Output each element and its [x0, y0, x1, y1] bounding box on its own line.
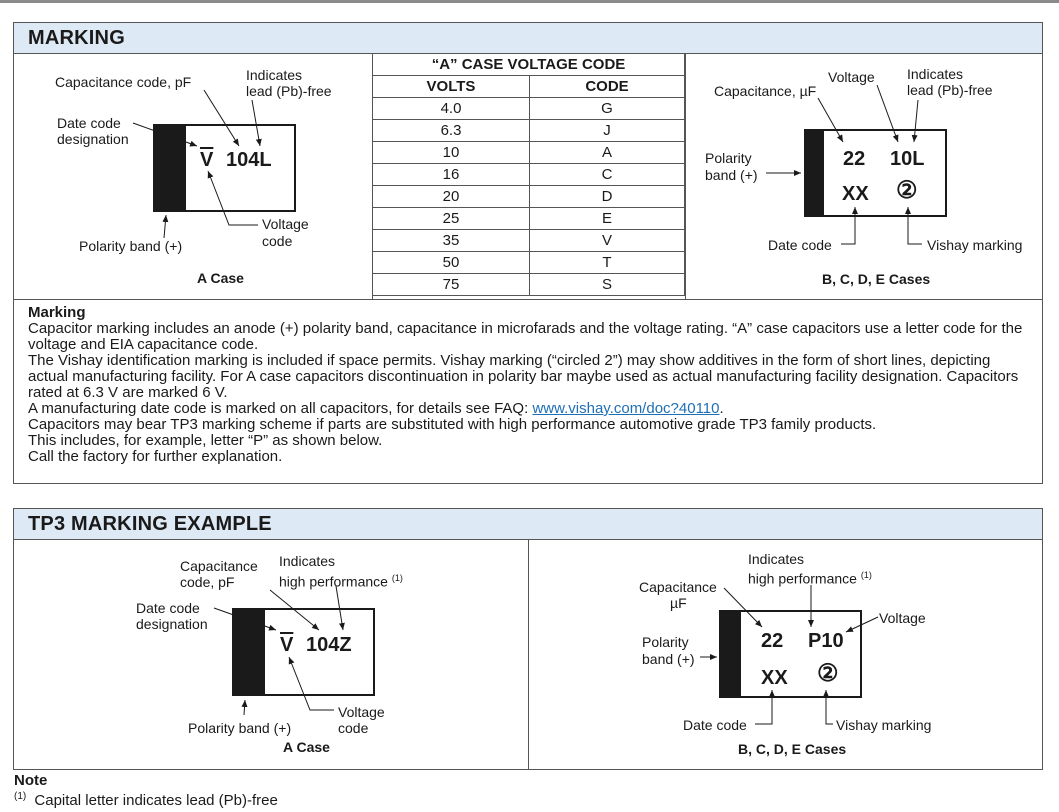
tp3-date-code-2: designation — [136, 616, 208, 632]
volts-cell: 20 — [373, 186, 530, 208]
marking-notes-p3-suffix: . — [719, 400, 724, 417]
code-cell: V — [530, 230, 685, 252]
bcde-date-code-label: Date code — [768, 237, 832, 253]
tp3-polarity-label: Polarity band (+) — [188, 720, 292, 736]
note-text: Capital letter indicates lead (Pb)-free — [34, 792, 278, 809]
voltage-table-title: “A” CASE VOLTAGE CODE — [373, 54, 685, 76]
tp3-voltage-code-1: Voltage — [338, 704, 385, 720]
tp3-bcde-date-code-label: Date code — [683, 717, 747, 733]
voltage-code-label-2: code — [262, 233, 293, 249]
tp3-high-perf-1: Indicates — [279, 553, 336, 569]
code-cell: S — [530, 274, 685, 296]
marking-notes-p3-text: A manufacturing date code is marked on all capacitors, for details see FAQ: — [28, 400, 533, 417]
volts-cell: 6.3 — [373, 120, 530, 142]
volts-cell: 35 — [373, 230, 530, 252]
volts-cell: 50 — [373, 252, 530, 274]
bcde-polarity-2: band (+) — [705, 167, 758, 183]
code-cell: C — [530, 164, 685, 186]
polarity-band-label: Polarity band (+) — [79, 238, 183, 254]
tp3-high-perf-2-text: high performance — [279, 573, 388, 590]
code-cell: T — [530, 252, 685, 274]
tp3-bcde-cap-1: Capacitance — [639, 579, 717, 595]
tp3-bcde-caption: B, C, D, E Cases — [738, 741, 847, 757]
tp3-a-case-caption: A Case — [283, 739, 330, 755]
note-heading: Note — [14, 772, 48, 789]
code-cell: E — [530, 208, 685, 230]
bcde-vishay-marking-label: Vishay marking — [927, 237, 1023, 253]
volts-cell: 10 — [373, 142, 530, 164]
tp3-cap-code-2: code, pF — [180, 574, 235, 590]
marking-notes-heading: Marking — [28, 304, 86, 321]
tp3-bcde-cap-2: µF — [670, 595, 687, 611]
bcde-cap-label: Capacitance, µF — [714, 83, 817, 99]
a-case-caption: A Case — [197, 270, 244, 286]
lead-free-label-2: lead (Pb)-free — [246, 83, 332, 99]
code-cell: D — [530, 186, 685, 208]
tp3-bcde-high-perf-2-text: high performance — [748, 570, 857, 587]
marking-notes-p4: Capacitors may bear TP3 marking scheme if parts are substituted with high performance automotive grade TP3 family products. — [28, 416, 877, 433]
bcde-chip-capacitance: 22 — [843, 148, 866, 170]
date-code-label-1: Date code — [57, 115, 121, 131]
tp3-chip-capacitance-code: 104Z — [306, 634, 352, 656]
code-header: CODE — [530, 76, 685, 98]
tp3-bcde-chip-date-code: XX — [761, 667, 788, 689]
tp3-cap-code-1: Capacitance — [180, 558, 258, 574]
tp3-bcde-chip-voltage: P10 — [808, 630, 844, 652]
volts-cell: 4.0 — [373, 98, 530, 120]
note-ref: (1) — [14, 791, 27, 802]
tp3-title: TP3 MARKING EXAMPLE — [14, 509, 1042, 540]
volts-header: VOLTS — [373, 76, 530, 98]
voltage-code-label-1: Voltage — [262, 216, 309, 232]
bcde-lead-free-1: Indicates — [907, 66, 964, 82]
tp3-footnote-ref: (1) — [391, 573, 403, 583]
faq-link[interactable]: www.vishay.com/doc?40110 — [532, 400, 720, 417]
tp3-chip-voltage-letter: $\overline{V}$ — [280, 634, 294, 656]
marking-notes-p2: The Vishay identification marking is included if space permits. Vishay marking (“circled 2”) may show additives in the form of short lines, depicting actual manufacturing facility. For A case capacitors discontinuation in polarity bar maybe used as actual manufacturing facility designation. Capacitors rated at 6.3 V are marked 6 V. — [28, 352, 1019, 401]
tp3-bcde-footnote-ref: (1) — [860, 570, 872, 580]
date-code-label-2: designation — [57, 131, 129, 147]
tp3-bcde-polarity-1: Polarity — [642, 634, 689, 650]
tp3-voltage-code-2: code — [338, 720, 369, 736]
bcde-lead-free-2: lead (Pb)-free — [907, 82, 993, 98]
tp3-date-code-1: Date code — [136, 600, 200, 616]
volts-cell: 25 — [373, 208, 530, 230]
code-cell: J — [530, 120, 685, 142]
tp3-bcde-polarity-2: band (+) — [642, 651, 695, 667]
bcde-voltage-label: Voltage — [828, 69, 875, 85]
tp3-bcde-chip-capacitance: 22 — [761, 630, 784, 652]
chip-capacitance-code: 104L — [226, 149, 272, 171]
lead-free-label-1: Indicates — [246, 67, 303, 83]
bcde-chip-date-code: XX — [842, 183, 869, 205]
tp3-bcde-vishay-label: Vishay marking — [836, 717, 932, 733]
cap-code-label: Capacitance code, pF — [55, 74, 192, 90]
chip-voltage-letter: $\overline{V}$ — [200, 149, 214, 171]
volts-cell: 16 — [373, 164, 530, 186]
code-cell: A — [530, 142, 685, 164]
volts-cell: 75 — [373, 274, 530, 296]
marking-notes-p5: This includes, for example, letter “P” as shown below. — [28, 432, 383, 449]
bcde-case-caption: B, C, D, E Cases — [822, 271, 931, 287]
marking-notes-p6: Call the factory for further explanation. — [28, 448, 283, 465]
bcde-chip-voltage: 10L — [890, 148, 925, 170]
bcde-polarity-1: Polarity — [705, 150, 752, 166]
tp3-circled-2-icon: ② — [817, 660, 839, 687]
code-cell: G — [530, 98, 685, 120]
tp3-bcde-high-perf-1: Indicates — [748, 551, 805, 567]
note-line — [14, 791, 278, 809]
tp3-bcde-voltage-label: Voltage — [879, 610, 926, 626]
marking-title: MARKING — [14, 23, 1042, 54]
circled-2-icon: ② — [896, 177, 918, 204]
marking-notes-p1: Capacitor marking includes an anode (+) polarity band, capacitance in microfarads and the voltage rating. “A” case capacitors use a letter code for the voltage and EIA capacitance code. — [28, 320, 1023, 353]
